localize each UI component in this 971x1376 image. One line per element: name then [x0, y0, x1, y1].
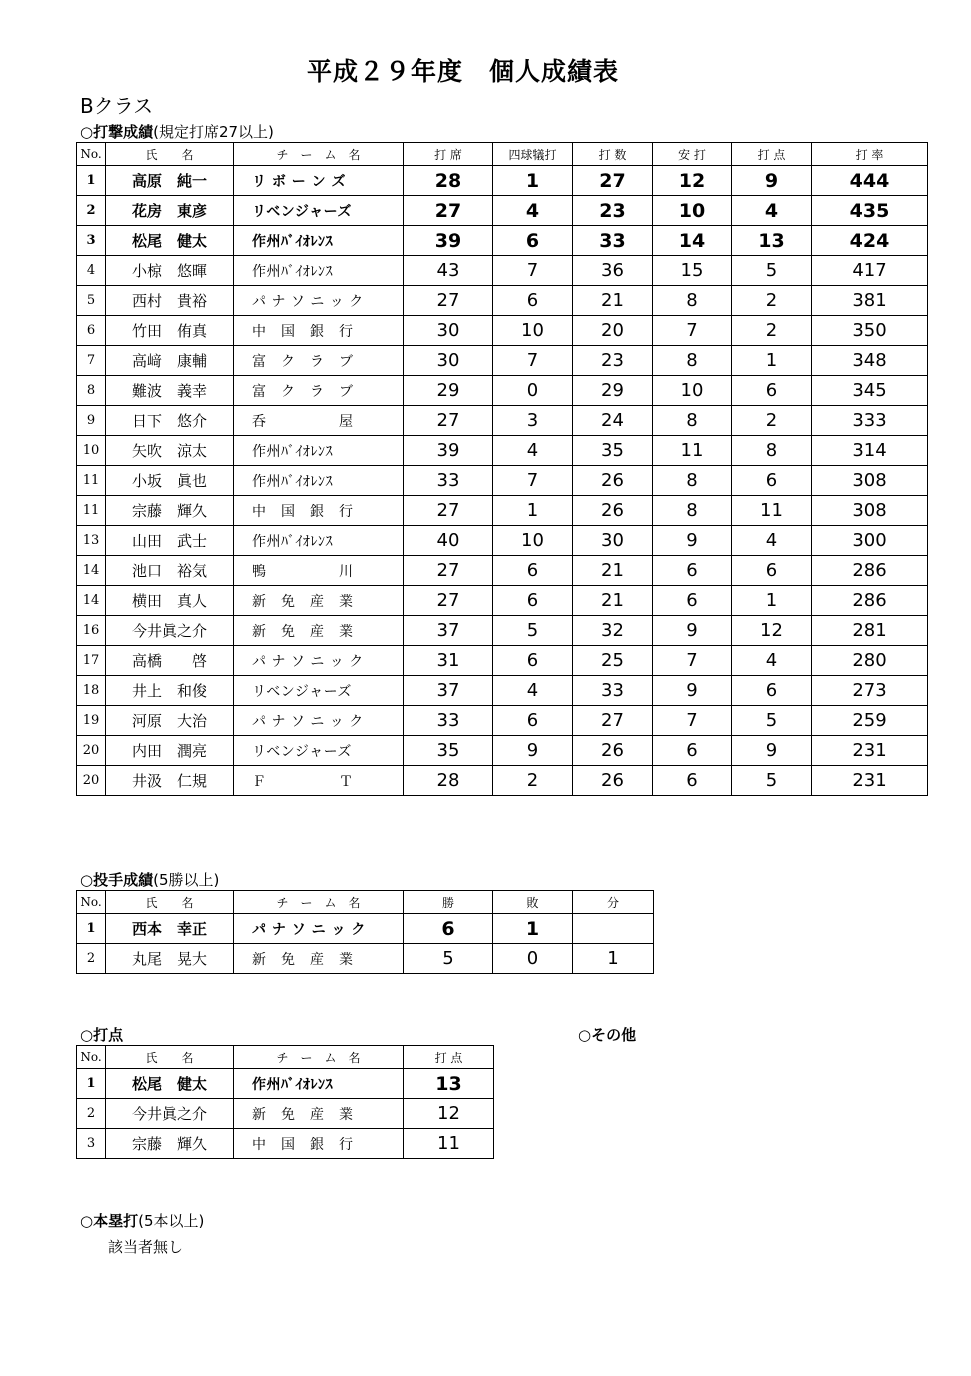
cell-no: 6: [77, 316, 106, 346]
homerun-heading: [80, 1210, 204, 1231]
cell-h: 6: [653, 556, 732, 586]
cell-avg: 314: [812, 436, 928, 466]
cell-avg: 435: [812, 196, 928, 226]
cell-rbi: 9: [732, 166, 812, 196]
cell-h: 15: [653, 256, 732, 286]
batting-heading-text: ○打撃成績: [80, 123, 154, 141]
cell-team: リベンジャーズ: [234, 676, 404, 706]
rbi-heading: ○打点: [80, 1026, 124, 1044]
batting-header-row: [77, 143, 928, 166]
cell-pa: 39: [404, 436, 493, 466]
cell-pa: 27: [404, 556, 493, 586]
cell-avg: 381: [812, 286, 928, 316]
pitching-header-row: [77, 891, 654, 914]
cell-player-name: 山田 武士: [106, 526, 234, 556]
cell-team: 中 国 銀 行: [234, 1129, 404, 1159]
cell-no: 14: [77, 556, 106, 586]
cell-team: 富 ク ラ ブ: [234, 376, 404, 406]
cell-bb: 9: [493, 736, 573, 766]
cell-no: 7: [77, 346, 106, 376]
cell-player-name: 西村 貴裕: [106, 286, 234, 316]
cell-bb: 6: [493, 556, 573, 586]
cell-player-name: 宗藤 輝久: [106, 496, 234, 526]
cell-player-name: 花房 東彦: [106, 196, 234, 226]
cell-bb: 4: [493, 436, 573, 466]
cell-pa: 37: [404, 616, 493, 646]
cell-h: 10: [653, 376, 732, 406]
cell-h: 9: [653, 616, 732, 646]
cell-avg: 348: [812, 346, 928, 376]
cell-bb: 5: [493, 616, 573, 646]
cell-player-name: 今井眞之介: [106, 1099, 234, 1129]
cell-team: 作州ﾊﾞｲｵﾚﾝｽ: [234, 256, 404, 286]
cell-player-name: 井汲 仁規: [106, 766, 234, 796]
pitching-row: [77, 944, 654, 974]
cell-player-name: 難波 義幸: [106, 376, 234, 406]
cell-no: 1: [77, 914, 106, 944]
col-no: No.: [77, 143, 106, 166]
homerun-none-text: 該当者無し: [108, 1238, 184, 1256]
cell-avg: 424: [812, 226, 928, 256]
cell-player-name: 横田 真人: [106, 586, 234, 616]
cell-no: 20: [77, 766, 106, 796]
batting-row: [77, 346, 928, 376]
cell-player-name: 松尾 健太: [106, 1069, 234, 1099]
cell-bb: 2: [493, 766, 573, 796]
rbi-row: [77, 1099, 494, 1129]
cell-no: 1: [77, 166, 106, 196]
batting-row: [77, 706, 928, 736]
cell-rbi: 11: [404, 1129, 494, 1159]
cell-team: 富 ク ラ ブ: [234, 346, 404, 376]
cell-no: 19: [77, 706, 106, 736]
cell-avg: 417: [812, 256, 928, 286]
cell-team: 新 免 産 業: [234, 586, 404, 616]
cell-team: パ ナ ソ ニ ッ ク: [234, 646, 404, 676]
cell-rbi: 2: [732, 286, 812, 316]
col-bb: 四球犠打: [493, 143, 573, 166]
cell-ab: 33: [573, 676, 653, 706]
cell-pa: 33: [404, 466, 493, 496]
cell-avg: 231: [812, 736, 928, 766]
cell-rbi: 6: [732, 376, 812, 406]
pitching-heading: [80, 869, 219, 890]
batting-row: [77, 286, 928, 316]
cell-ab: 26: [573, 766, 653, 796]
cell-rbi: 5: [732, 256, 812, 286]
cell-ab: 32: [573, 616, 653, 646]
cell-team: パ ナ ソ ニ ッ ク: [234, 706, 404, 736]
cell-team: 作州ﾊﾞｲｵﾚﾝｽ: [234, 466, 404, 496]
cell-team: 作州ﾊﾞｲｵﾚﾝｽ: [234, 436, 404, 466]
cell-team: 中 国 銀 行: [234, 316, 404, 346]
cell-bb: 3: [493, 406, 573, 436]
batting-body: [77, 166, 928, 796]
pitching-body: [77, 914, 654, 974]
cell-ab: 24: [573, 406, 653, 436]
batting-row: [77, 316, 928, 346]
cell-ab: 21: [573, 556, 653, 586]
cell-rbi: 11: [732, 496, 812, 526]
cell-bb: 6: [493, 706, 573, 736]
cell-player-name: 今井眞之介: [106, 616, 234, 646]
cell-h: 8: [653, 406, 732, 436]
cell-d: 1: [573, 944, 654, 974]
other-heading: ○その他: [578, 1026, 637, 1044]
cell-ab: 30: [573, 526, 653, 556]
cell-bb: 6: [493, 586, 573, 616]
col-name: 氏 名: [106, 1046, 234, 1069]
cell-ab: 25: [573, 646, 653, 676]
col-wins: 勝: [404, 891, 493, 914]
cell-rbi: 2: [732, 406, 812, 436]
col-ab: 打 数: [573, 143, 653, 166]
cell-no: 20: [77, 736, 106, 766]
cell-rbi: 1: [732, 586, 812, 616]
batting-row: [77, 616, 928, 646]
batting-row: [77, 196, 928, 226]
cell-rbi: 12: [732, 616, 812, 646]
cell-ab: 26: [573, 466, 653, 496]
col-no: No.: [77, 891, 106, 914]
cell-player-name: 矢吹 涼太: [106, 436, 234, 466]
cell-h: 7: [653, 706, 732, 736]
cell-avg: 308: [812, 466, 928, 496]
rbi-body: [77, 1069, 494, 1159]
pitching-table: [76, 890, 654, 974]
cell-h: 12: [653, 166, 732, 196]
cell-player-name: 井上 和俊: [106, 676, 234, 706]
batting-row: [77, 466, 928, 496]
cell-avg: 231: [812, 766, 928, 796]
cell-bb: 4: [493, 676, 573, 706]
cell-w: 5: [404, 944, 493, 974]
pitching-note: (5勝以上): [153, 871, 220, 889]
cell-pa: 33: [404, 706, 493, 736]
cell-avg: 308: [812, 496, 928, 526]
cell-player-name: 小椋 悠暉: [106, 256, 234, 286]
cell-player-name: 高橋 啓: [106, 646, 234, 676]
col-rbi: 打 点: [732, 143, 812, 166]
cell-no: 1: [77, 1069, 106, 1099]
cell-h: 8: [653, 346, 732, 376]
cell-ab: 27: [573, 706, 653, 736]
batting-row: [77, 436, 928, 466]
cell-no: 18: [77, 676, 106, 706]
cell-h: 6: [653, 766, 732, 796]
cell-pa: 29: [404, 376, 493, 406]
batting-row: [77, 556, 928, 586]
cell-no: 14: [77, 586, 106, 616]
batting-row: [77, 526, 928, 556]
cell-no: 2: [77, 196, 106, 226]
col-name: 氏 名: [106, 143, 234, 166]
cell-team: 呑 屋: [234, 406, 404, 436]
cell-team: 新 免 産 業: [234, 944, 404, 974]
cell-no: 13: [77, 526, 106, 556]
cell-ab: 27: [573, 166, 653, 196]
cell-rbi: 2: [732, 316, 812, 346]
cell-rbi: 5: [732, 766, 812, 796]
col-name: 氏 名: [106, 891, 234, 914]
cell-h: 9: [653, 676, 732, 706]
cell-h: 8: [653, 496, 732, 526]
cell-team: 新 免 産 業: [234, 1099, 404, 1129]
cell-l: 0: [493, 944, 573, 974]
rbi-header-row: [77, 1046, 494, 1069]
cell-ab: 23: [573, 196, 653, 226]
pitching-row: [77, 914, 654, 944]
cell-rbi: 4: [732, 196, 812, 226]
cell-rbi: 1: [732, 346, 812, 376]
cell-no: 3: [77, 1129, 106, 1159]
cell-player-name: 日下 悠介: [106, 406, 234, 436]
cell-pa: 40: [404, 526, 493, 556]
cell-h: 6: [653, 586, 732, 616]
col-rbi: 打 点: [404, 1046, 494, 1069]
cell-pa: 28: [404, 166, 493, 196]
cell-pa: 39: [404, 226, 493, 256]
cell-player-name: 内田 潤亮: [106, 736, 234, 766]
cell-pa: 27: [404, 406, 493, 436]
cell-pa: 27: [404, 286, 493, 316]
cell-bb: 6: [493, 226, 573, 256]
cell-team: 新 免 産 業: [234, 616, 404, 646]
cell-ab: 26: [573, 496, 653, 526]
cell-team: 鴨 川: [234, 556, 404, 586]
cell-ab: 26: [573, 736, 653, 766]
cell-player-name: 西本 幸正: [106, 914, 234, 944]
cell-bb: 0: [493, 376, 573, 406]
cell-avg: 444: [812, 166, 928, 196]
cell-h: 7: [653, 646, 732, 676]
cell-rbi: 8: [732, 436, 812, 466]
rbi-row: [77, 1129, 494, 1159]
cell-rbi: 13: [732, 226, 812, 256]
cell-bb: 1: [493, 166, 573, 196]
cell-player-name: 高原 純一: [106, 166, 234, 196]
cell-avg: 345: [812, 376, 928, 406]
homerun-note: (5本以上): [138, 1212, 205, 1230]
pitching-heading-text: ○投手成績: [80, 871, 154, 889]
cell-ab: 23: [573, 346, 653, 376]
batting-row: [77, 496, 928, 526]
cell-team: 作州ﾊﾞｲｵﾚﾝｽ: [234, 526, 404, 556]
cell-player-name: 竹田 侑真: [106, 316, 234, 346]
batting-row: [77, 406, 928, 436]
cell-team: パ ナ ソ ニ ッ ク: [234, 286, 404, 316]
cell-avg: 273: [812, 676, 928, 706]
batting-row: [77, 226, 928, 256]
cell-bb: 6: [493, 646, 573, 676]
cell-avg: 259: [812, 706, 928, 736]
cell-pa: 27: [404, 586, 493, 616]
cell-avg: 300: [812, 526, 928, 556]
homerun-heading-text: ○本塁打: [80, 1212, 139, 1230]
cell-avg: 281: [812, 616, 928, 646]
cell-h: 8: [653, 286, 732, 316]
cell-player-name: 河原 大治: [106, 706, 234, 736]
cell-rbi: 13: [404, 1069, 494, 1099]
cell-rbi: 6: [732, 466, 812, 496]
cell-no: 16: [77, 616, 106, 646]
cell-h: 10: [653, 196, 732, 226]
cell-bb: 7: [493, 466, 573, 496]
cell-bb: 4: [493, 196, 573, 226]
cell-rbi: 4: [732, 646, 812, 676]
col-draws: 分: [573, 891, 654, 914]
cell-ab: 21: [573, 586, 653, 616]
cell-bb: 10: [493, 316, 573, 346]
cell-team: リベンジャーズ: [234, 736, 404, 766]
cell-avg: 286: [812, 556, 928, 586]
batting-table: [76, 142, 928, 796]
cell-rbi: 4: [732, 526, 812, 556]
col-team: チ ー ム 名: [234, 891, 404, 914]
cell-team: リベンジャーズ: [234, 196, 404, 226]
cell-no: 5: [77, 286, 106, 316]
cell-ab: 35: [573, 436, 653, 466]
batting-row: [77, 646, 928, 676]
cell-no: 11: [77, 496, 106, 526]
cell-team: Ｆ Ｔ: [234, 766, 404, 796]
cell-bb: 10: [493, 526, 573, 556]
cell-rbi: 9: [732, 736, 812, 766]
batting-row: [77, 736, 928, 766]
cell-player-name: 宗藤 輝久: [106, 1129, 234, 1159]
cell-ab: 33: [573, 226, 653, 256]
cell-d: [573, 914, 654, 944]
cell-bb: 7: [493, 256, 573, 286]
page-title: 平成２９年度 個人成績表: [306, 57, 619, 86]
cell-team: 作州ﾊﾞｲｵﾚﾝｽ: [234, 1069, 404, 1099]
batting-row: [77, 166, 928, 196]
cell-ab: 20: [573, 316, 653, 346]
cell-h: 9: [653, 526, 732, 556]
cell-ab: 36: [573, 256, 653, 286]
cell-pa: 35: [404, 736, 493, 766]
cell-player-name: 小坂 眞也: [106, 466, 234, 496]
cell-team: 中 国 銀 行: [234, 496, 404, 526]
cell-pa: 37: [404, 676, 493, 706]
cell-no: 10: [77, 436, 106, 466]
cell-bb: 7: [493, 346, 573, 376]
cell-pa: 27: [404, 496, 493, 526]
cell-pa: 30: [404, 316, 493, 346]
col-pa: 打 席: [404, 143, 493, 166]
cell-h: 7: [653, 316, 732, 346]
class-label: Bクラス: [80, 94, 154, 118]
cell-bb: 1: [493, 496, 573, 526]
cell-no: 2: [77, 944, 106, 974]
batting-row: [77, 676, 928, 706]
cell-h: 11: [653, 436, 732, 466]
col-avg: 打 率: [812, 143, 928, 166]
cell-pa: 28: [404, 766, 493, 796]
cell-avg: 280: [812, 646, 928, 676]
cell-pa: 31: [404, 646, 493, 676]
cell-no: 17: [77, 646, 106, 676]
cell-no: 3: [77, 226, 106, 256]
cell-pa: 30: [404, 346, 493, 376]
cell-avg: 333: [812, 406, 928, 436]
cell-h: 6: [653, 736, 732, 766]
cell-team: リ ボ ー ン ズ: [234, 166, 404, 196]
cell-no: 2: [77, 1099, 106, 1129]
cell-l: 1: [493, 914, 573, 944]
col-no: No.: [77, 1046, 106, 1069]
batting-row: [77, 766, 928, 796]
cell-w: 6: [404, 914, 493, 944]
cell-team: パ ナ ソ ニ ッ ク: [234, 914, 404, 944]
cell-player-name: 松尾 健太: [106, 226, 234, 256]
batting-heading: [80, 121, 274, 142]
cell-pa: 43: [404, 256, 493, 286]
cell-ab: 29: [573, 376, 653, 406]
col-team: チ ー ム 名: [234, 143, 404, 166]
cell-rbi: 5: [732, 706, 812, 736]
cell-no: 9: [77, 406, 106, 436]
cell-player-name: 高﨑 康輔: [106, 346, 234, 376]
rbi-row: [77, 1069, 494, 1099]
cell-avg: 350: [812, 316, 928, 346]
col-hits: 安 打: [653, 143, 732, 166]
cell-avg: 286: [812, 586, 928, 616]
cell-pa: 27: [404, 196, 493, 226]
cell-player-name: 丸尾 晃大: [106, 944, 234, 974]
batting-row: [77, 586, 928, 616]
cell-rbi: 6: [732, 556, 812, 586]
cell-ab: 21: [573, 286, 653, 316]
cell-no: 4: [77, 256, 106, 286]
cell-h: 8: [653, 466, 732, 496]
cell-rbi: 12: [404, 1099, 494, 1129]
col-losses: 敗: [493, 891, 573, 914]
rbi-table: [76, 1045, 494, 1159]
col-team: チ ー ム 名: [234, 1046, 404, 1069]
cell-no: 11: [77, 466, 106, 496]
batting-note: (規定打席27以上): [153, 123, 274, 141]
cell-bb: 6: [493, 286, 573, 316]
cell-h: 14: [653, 226, 732, 256]
batting-row: [77, 376, 928, 406]
cell-team: 作州ﾊﾞｲｵﾚﾝｽ: [234, 226, 404, 256]
cell-rbi: 6: [732, 676, 812, 706]
cell-no: 8: [77, 376, 106, 406]
batting-row: [77, 256, 928, 286]
cell-player-name: 池口 裕気: [106, 556, 234, 586]
